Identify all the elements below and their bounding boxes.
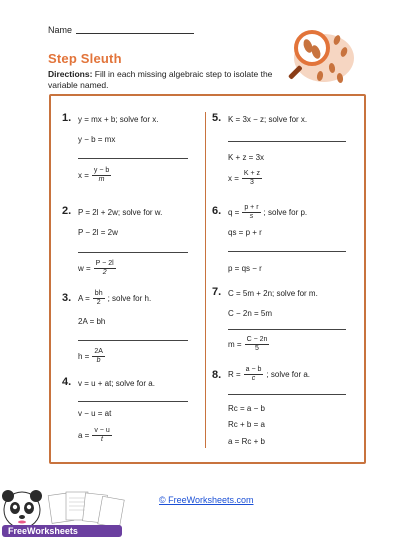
problem-5-answer-fraction [242, 170, 262, 187]
problem-6-given-numerator: p + r [244, 204, 259, 211]
problem-7-step-1: C − 2n = 5m [228, 309, 273, 318]
problem-4-denominator: t [101, 436, 103, 443]
problem-3-given-rest: ; solve for h. [107, 294, 152, 303]
problem-2-given: P = 2l + 2w; solve for w. [78, 208, 163, 217]
problem-7-denominator: 5 [255, 345, 259, 352]
problem-7-answer-lhs: m = [228, 340, 242, 349]
problem-6-blank[interactable] [228, 251, 346, 252]
problem-1-blank[interactable] [78, 158, 188, 159]
problem-8-given-rest: ; solve for a. [266, 370, 311, 379]
logo-text: FreeWorksheets [8, 526, 78, 536]
problem-2-answer-fraction [94, 260, 116, 277]
problem-6-given-fraction [242, 204, 260, 221]
directions-text: Fill in each missing algebraic step to isolate the variable named. [48, 69, 273, 90]
problem-4-blank[interactable] [78, 401, 188, 402]
problem-6-step-3: p = qs − r [228, 264, 262, 273]
problem-3-denominator: b [96, 357, 101, 364]
problem-7-blank[interactable] [228, 329, 346, 330]
freeworksheets-link[interactable]: © FreeWorksheets.com [159, 495, 254, 505]
problem-4-answer [78, 427, 115, 444]
problem-4-step-2: v − u = at [78, 409, 112, 418]
problem-6-given-denominator: s [249, 213, 254, 220]
problem-2-step-1: P − 2l = 2w [78, 228, 118, 237]
problem-7-number: 7. [212, 286, 222, 298]
problem-2-blank[interactable] [78, 252, 188, 253]
freeworksheets-logo [0, 488, 128, 539]
problem-1-given: y = mx + b; solve for x. [78, 115, 159, 124]
problem-1-answer-lhs: x = [78, 171, 89, 180]
problem-2-number: 2. [62, 205, 72, 217]
problem-1-step-1: y − b = mx [78, 135, 116, 144]
problem-7-numerator: C − 2n [246, 336, 268, 343]
problem-3-step-1: 2A = bh [78, 317, 106, 326]
problem-1-answer [78, 167, 114, 184]
worksheet-title: Step Sleuth [48, 51, 122, 66]
problem-3-answer-fraction [92, 348, 105, 365]
problem-8-given-numerator: a − b [245, 366, 262, 373]
problem-6-number: 6. [212, 205, 222, 217]
problem-4-number: 4. [62, 376, 72, 388]
problem-1-numerator: y − b [93, 167, 110, 174]
problem-3-given-numerator: bh [94, 290, 103, 297]
problem-2-denominator: 2 [102, 269, 107, 276]
problem-1-answer-fraction [92, 167, 111, 184]
problem-3-blank[interactable] [78, 340, 188, 341]
problem-7-answer-fraction [245, 336, 270, 353]
problem-6-given-lhs: q = [228, 208, 240, 217]
problem-1-denominator: m [98, 176, 105, 183]
problem-5-numerator: K + z [243, 170, 261, 177]
problem-8-number: 8. [212, 369, 222, 381]
problem-2-answer [78, 260, 119, 277]
problem-1-number: 1. [62, 112, 72, 124]
problem-5-answer-lhs: x = [228, 174, 239, 183]
problem-3-given-lhs: A = [78, 294, 90, 303]
problem-8-step-3: Rc + b = a [228, 420, 265, 429]
problem-7-answer [228, 336, 272, 353]
problem-4-answer-fraction [92, 427, 111, 444]
directions-label: Directions: [48, 69, 93, 79]
problem-4-given: v = u + at; solve for a. [78, 379, 155, 388]
problem-3-answer [78, 348, 108, 365]
problem-7-given: C = 5m + 2n; solve for m. [228, 289, 318, 298]
problem-3-answer-lhs: h = [78, 352, 90, 361]
problem-6-step-1: qs = p + r [228, 228, 262, 237]
panda-icon [2, 490, 42, 528]
problem-3-given [78, 290, 151, 307]
problem-2-numerator: P − 2l [95, 260, 114, 267]
directions [48, 69, 300, 90]
problem-5-step-2: K + z = 3x [228, 153, 265, 162]
problem-5-answer [228, 170, 265, 187]
problem-2-answer-lhs: w = [78, 264, 91, 273]
problem-8-step-4: a = Rc + b [228, 437, 265, 446]
problem-6-given-rest: ; solve for p. [263, 208, 308, 217]
problem-8-given-denominator: c [251, 375, 256, 382]
problem-5-given: K = 3x − z; solve for x. [228, 115, 308, 124]
problem-4-answer-lhs: a = [78, 431, 90, 440]
problem-3-number: 3. [62, 292, 72, 304]
problem-6-given [228, 204, 307, 221]
problem-3-numerator: 2A [94, 348, 103, 355]
column-divider [205, 112, 206, 448]
name-blank[interactable] [76, 33, 194, 34]
problem-5-number: 5. [212, 112, 222, 124]
problem-3-given-denominator: 2 [96, 299, 101, 306]
problem-5-denominator: 3 [250, 179, 254, 186]
problem-5-blank[interactable] [228, 141, 346, 142]
name-label: Name [48, 25, 73, 35]
problem-8-step-2: Rc = a − b [228, 404, 265, 413]
problem-4-numerator: v − u [94, 427, 110, 434]
problem-8-given [228, 366, 310, 383]
problem-3-given-fraction [93, 290, 105, 307]
problem-8-given-lhs: R = [228, 370, 241, 379]
problem-8-given-fraction [244, 366, 264, 383]
worksheet-stack-icon [48, 492, 124, 528]
problem-8-blank[interactable] [228, 394, 346, 395]
magnifier-footprints-icon [284, 22, 354, 92]
